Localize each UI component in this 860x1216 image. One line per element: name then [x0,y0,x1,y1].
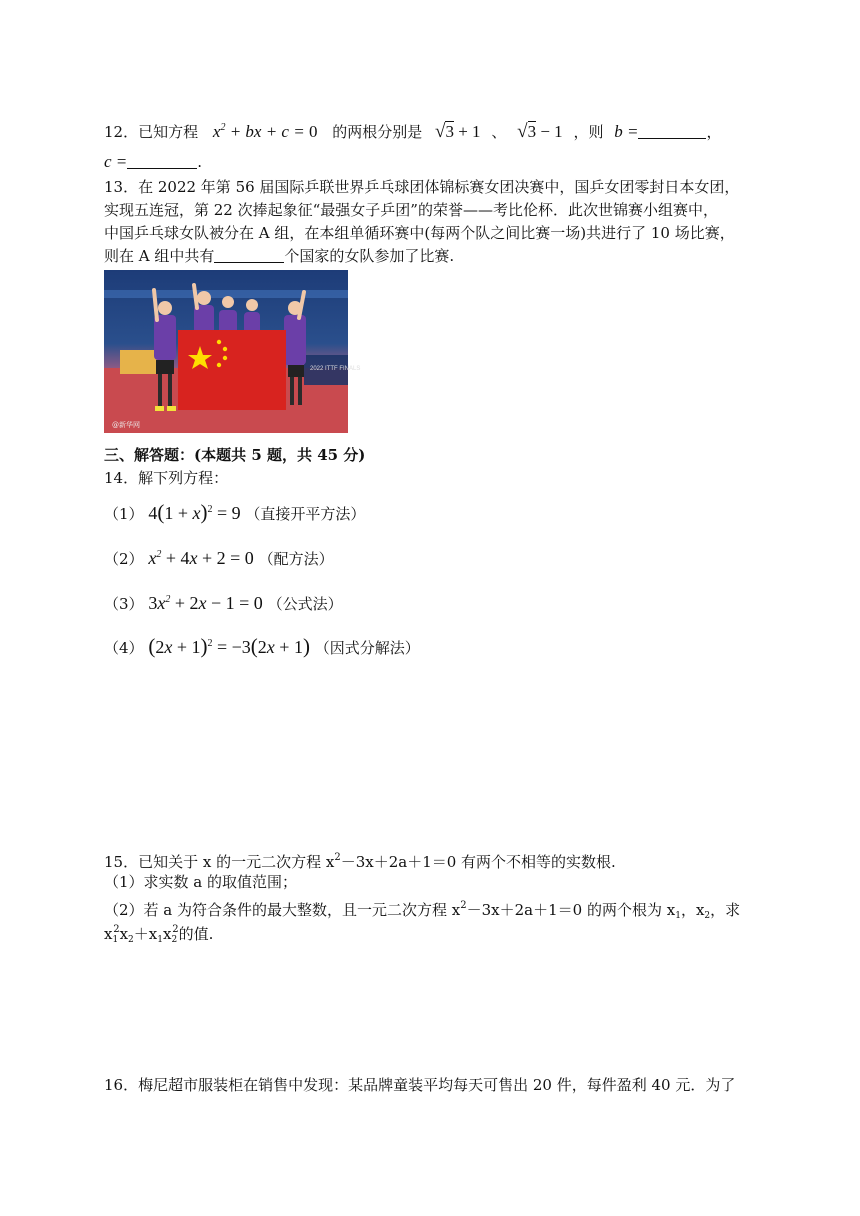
q14-eq2: $x^2 + 4x + 2 = 0$ [148,548,254,568]
superscript: 2 [334,852,341,863]
var-x: x [163,925,172,943]
q12-b-eq: b = [614,122,639,141]
item-label: （1） [104,505,144,523]
q12-blank-c[interactable] [127,154,197,169]
subscript: 2 [128,935,134,945]
q15-part2-cont [104,920,213,950]
question-number: 12． [104,123,139,141]
q13-blank[interactable] [214,248,284,263]
q15-intro [104,848,616,872]
subscript: 2 [704,911,711,921]
q13-text-1: 在 2022 年第 56 届国际乒联世界乒乓球团体锦标赛女团决赛中，国乒女团零封日本女团， [138,178,740,196]
q12-equation: $x^2$ + bx + c = 0 [212,122,318,141]
q12-text-a: 已知方程 [138,123,199,141]
q13-line4 [104,246,454,266]
q12-text-b: 的两根分别是 [332,123,423,141]
china-flag [178,330,286,410]
question-number: 13． [104,178,139,196]
var-x: x [148,925,158,943]
item-label: （3） [104,595,144,613]
q12-comma: ， [706,123,722,141]
question-number: 15． [104,853,139,871]
q15-part2-d: ，求 [710,901,741,919]
superscript: 2 [172,924,179,935]
q15-part2-c: ，x [680,901,705,919]
photo-watermark: @新华网 [112,421,140,429]
q14-title [104,468,228,488]
q12-line1 [104,118,722,142]
q13-line2: 实现五连冠，第 22 次捧起象征“最强女子乒团”的荣誉——考比伦杯．此次世锦赛小组赛中， [104,201,718,219]
q15-intro-tail: －3x＋2a＋1＝0 有两个不相等的实数根. [340,853,616,871]
subscript: 1 [112,935,119,945]
item-method: （因式分解法） [314,639,420,657]
photo-banner: 2022 ITTF FINALS [310,366,361,372]
subscript: 2 [171,935,178,945]
q15-part2-a: （2）若 a 为符合条件的最大整数，且一元二次方程 x [104,901,461,919]
question-number: 14． [104,469,139,487]
q14-item-4 [104,634,420,658]
subscript: 1 [675,911,681,921]
var-x: x [104,925,113,943]
q13-text-4a: 则在 A 组中共有 [104,247,215,265]
q14-item-1 [104,500,365,524]
question-number: 16． [104,1076,139,1094]
q12-root1: √3 + 1 [435,121,481,142]
item-label: （2） [104,550,144,568]
q12-period: . [197,153,203,171]
q12-text-c: ，则 [573,123,604,141]
item-label: （4） [104,639,144,657]
q15-intro-text: 已知关于 x 的一元二次方程 x [138,853,335,871]
q16-text: 梅尼超市服装柜在销售中发现：某品牌童装平均每天可售出 20 件，每件盈利 40 元．为了 [138,1076,736,1094]
q14-eq1: $4(1 + x)^2 = 9$ [148,500,241,524]
q14-item-2 [104,545,334,569]
team-photo [104,270,361,433]
q12-blank-b[interactable] [638,124,706,139]
q12-root2: √3 − 1 [517,121,563,142]
q15-part1: （1）求实数 a 的取值范围； [104,873,298,891]
superscript: 2 [460,900,467,911]
q13-text-4b: 个国家的女队参加了比赛. [284,247,455,265]
q15-part2-b: －3x＋2a＋1＝0 的两个根为 x [466,901,676,919]
q12-separator: 、 [491,123,507,141]
q12-line2 [104,152,202,172]
q12-c-eq: c = [104,152,128,171]
section-title: 三、解答题：(本题共 5 题，共 45 分) [104,446,366,464]
q15-tail: 的值. [178,925,214,943]
q14-title-text: 解下列方程： [138,469,229,487]
var-x: x [119,925,129,943]
item-method: （配方法） [258,550,334,568]
q13-line1 [104,177,739,197]
q14-eq4: $(2x + 1)^2 = -3(2x + 1)$ [148,634,310,658]
q13-line3: 中国乒乓球女队被分在 A 组，在本组单循环赛中(每两个队之间比赛一场)共进行了 10 场比赛， [104,224,735,242]
q14-eq3: $3x^2 + 2x - 1 = 0$ [148,593,263,613]
q16-line1 [104,1075,735,1095]
superscript: 2 [113,924,120,935]
subscript: 1 [157,935,163,945]
item-method: （直接开平方法） [245,505,366,523]
q14-item-3 [104,590,343,614]
item-method: （公式法） [267,595,343,613]
plus-sign: ＋ [133,925,149,943]
